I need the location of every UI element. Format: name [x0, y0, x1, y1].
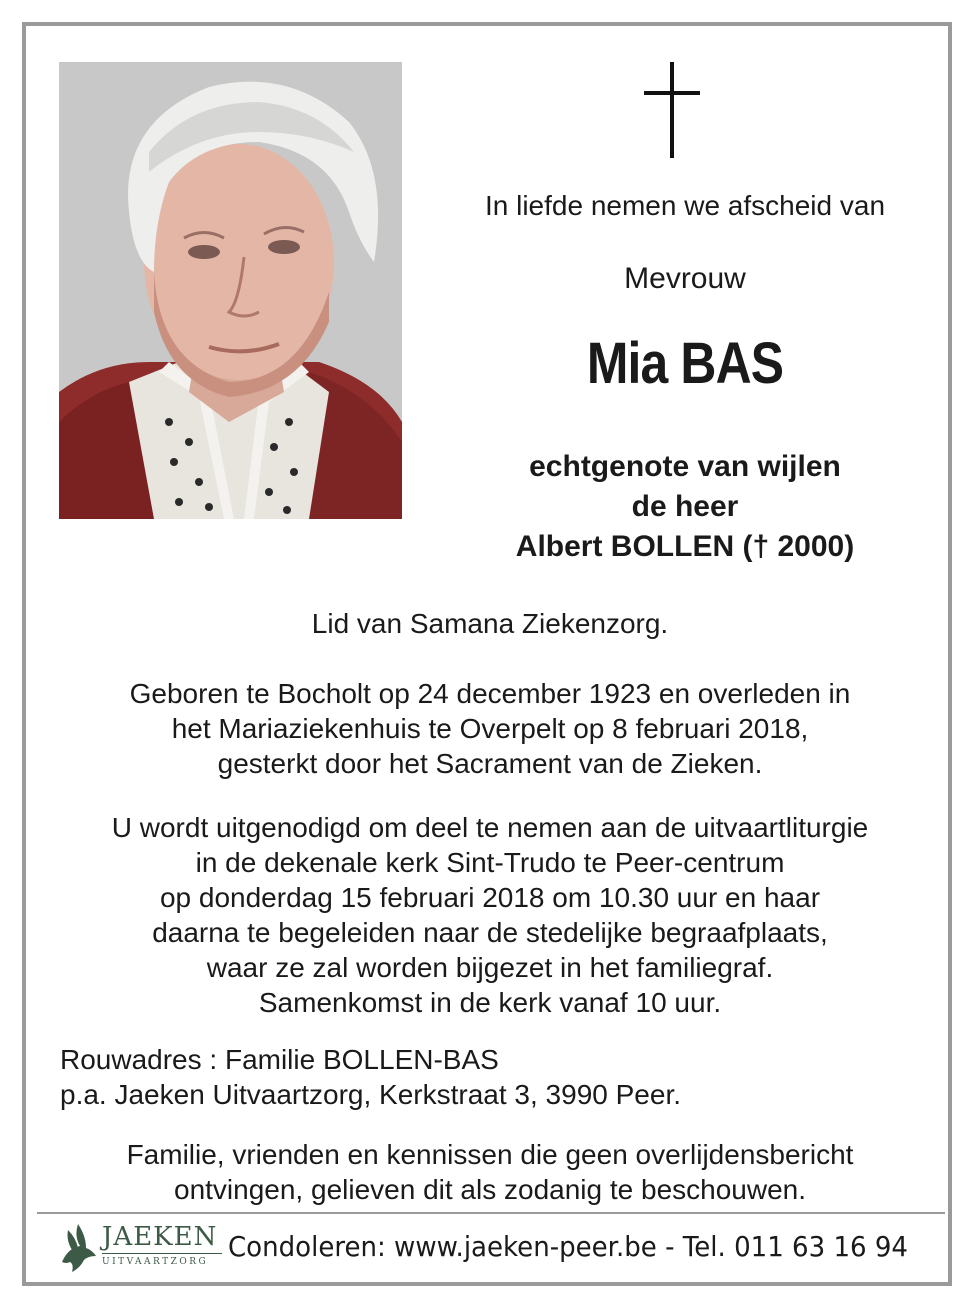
notice-paragraph	[40, 1137, 940, 1207]
condolence-link[interactable]: Condoleren: www.jaeken-peer.be - Tel. 011 63 16 94	[228, 1230, 909, 1263]
jaeken-logo	[58, 1222, 228, 1274]
dove-icon	[58, 1222, 98, 1274]
text-line: Geboren te Bocholt op 24 december 1923 en overleden in	[129, 678, 851, 709]
text-line: in de dekenale kerk Sint-Trudo te Peer-centrum	[195, 847, 785, 878]
intro-text: In liefde nemen we afscheid van	[484, 190, 886, 221]
invitation-paragraph	[40, 810, 940, 1020]
text-line: Rouwadres : Familie BOLLEN-BAS	[60, 1044, 499, 1075]
mourning-address	[60, 1042, 920, 1112]
text-line: daarna te begeleiden naar de stedelijke begraafplaats,	[152, 917, 828, 948]
honorific: Mevrouw	[624, 262, 746, 295]
membership-text: Lid van Samana Ziekenzorg.	[311, 608, 669, 639]
text-line: ontvingen, gelieven dit als zodanig te beschouwen.	[174, 1174, 806, 1205]
logo-wordmark: JAEKEN	[102, 1222, 218, 1252]
portrait-image	[59, 62, 402, 519]
logo-rule	[102, 1253, 222, 1254]
portrait-photo	[59, 62, 402, 519]
deceased-name: Mia BAS	[586, 331, 784, 396]
text-line: gesterkt door het Sacrament van de Zieken.	[217, 748, 763, 779]
text-line: waar ze zal worden bijgezet in het familiegraf.	[206, 952, 774, 983]
text-line: p.a. Jaeken Uitvaartzorg, Kerkstraat 3, 3990 Peer.	[60, 1079, 682, 1110]
text-line: het Mariaziekenhuis te Overpelt op 8 februari 2018,	[171, 713, 809, 744]
text-line: Familie, vrienden en kennissen die geen overlijdensbericht	[126, 1139, 854, 1170]
spouse-line: echtgenote van wijlen	[529, 450, 841, 483]
text-line: U wordt uitgenodigd om deel te nemen aan de uitvaartliturgie	[111, 812, 869, 843]
footer-divider	[37, 1212, 945, 1214]
text-line: Samenkomst in de kerk vanaf 10 uur.	[258, 987, 722, 1018]
spouse-info	[440, 447, 930, 567]
birth-death-paragraph	[40, 676, 940, 781]
spouse-name: Albert BOLLEN († 2000)	[515, 530, 855, 563]
spouse-line: de heer	[631, 490, 739, 523]
cross-icon	[642, 62, 702, 158]
text-line: op donderdag 15 februari 2018 om 10.30 uur en haar	[159, 882, 821, 913]
logo-subtitle: UITVAARTZORG	[102, 1257, 209, 1267]
